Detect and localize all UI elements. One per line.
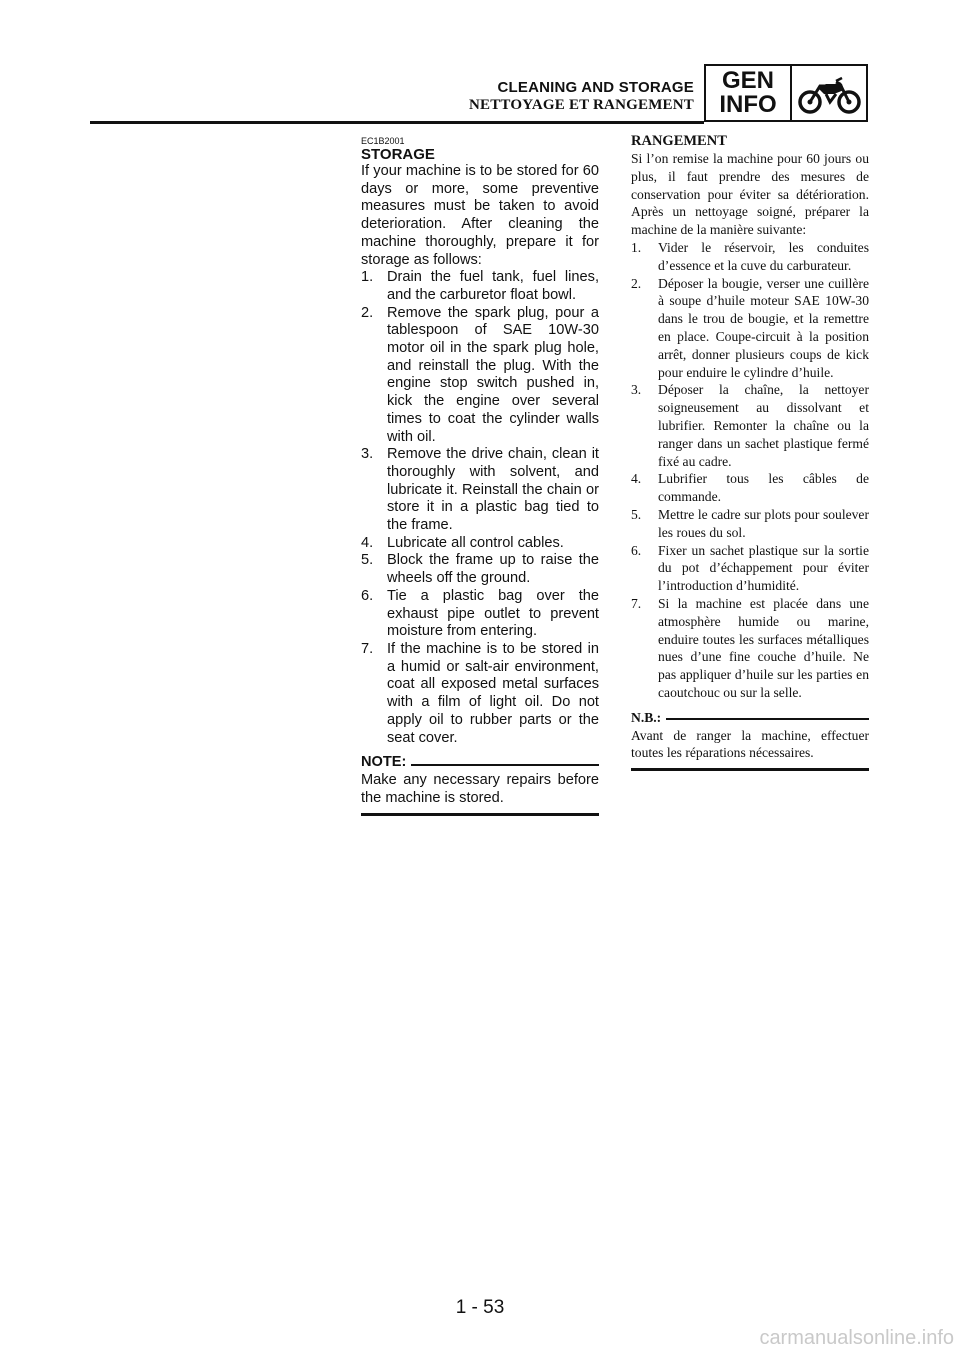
list-item: 2. Remove the spark plug, pour a tablespoon of SAE 10W-30 motor oil in the spark plug hole, and reinstall the plug. With the engine stop switch pushed in, kick the engine over several times to coat the cylinder walls with oil. (361, 304, 599, 445)
section-title-en: CLEANING AND STORAGE (497, 79, 694, 96)
storage-steps-en (361, 269, 599, 747)
list-item: 7. Si la machine est placée dans une atmosphère humide ou marine, enduire toutes les surfaces métalliques nues d’une fine couche d’huile. Ne pas appliquer d’huile sur les parties en caoutchouc ou sur la selle. (631, 595, 869, 700)
list-item: 3. Déposer la chaîne, la nettoyer soigneusement au dissolvant et lubrifier. Remonter la chaîne ou la ranger dans un sachet plastique fermé fixé au cadre. (631, 382, 869, 469)
note-rule (666, 718, 869, 720)
storage-heading: STORAGE (361, 146, 435, 163)
list-item: 5. Block the frame up to raise the wheels off the ground. (361, 552, 599, 587)
storage-intro: If your machine is to be stored for 60 days or more, some preventive measures must be taken to avoid deterioration. After cleaning the machine thoroughly, prepare it for storage as follows: (361, 163, 599, 268)
french-column (631, 133, 869, 771)
list-item: 6. Fixer un sachet plastique sur la sortie du pot d’échappement pour éviter l’introduction d’humidité. (631, 542, 869, 594)
list-item: 2. Déposer la bougie, verser une cuillère à soupe d’huile moteur SAE 10W-30 dans le trou de bougie, et la remettre en place. Coupe-circuit à la position arrêt, donner plusieurs coups de kick pour enduire le cylindre d’huile. (631, 275, 869, 380)
english-column (361, 136, 599, 816)
header-rule (90, 121, 704, 124)
list-item: 4. Lubrifier tous les câbles de commande. (631, 471, 869, 505)
badge-line-2: INFO (719, 91, 777, 118)
list-item: 6. Tie a plastic bag over the exhaust pipe outlet to prevent moisture from entering. (361, 587, 599, 640)
motorcycle-icon (796, 72, 864, 116)
note-rule (411, 764, 599, 766)
list-item: 7. If the machine is to be stored in a humid or salt-air environment, coat all exposed metal surfaces with a film of light oil. Do not apply oil to rubber parts or the seat cover. (361, 640, 599, 746)
gen-info-badge (704, 64, 868, 122)
rangement-intro: Si l’on remise la machine pour 60 jours ou plus, il faut prendre des mesures de conservation pour éviter sa détérioration. Après un nettoyage soigné, préparer la machine de la manière suivante: (631, 151, 869, 238)
badge-label (706, 66, 792, 120)
section-title-fr: NETTOYAGE ET RANGEMENT (468, 97, 694, 113)
note-label: N.B.: (631, 709, 662, 725)
watermark: carmanualsonline.info (759, 1327, 954, 1349)
rangement-heading: RANGEMENT (631, 133, 727, 149)
list-item: 4. Lubricate all control cables. (361, 534, 564, 551)
note-text: Avant de ranger la machine, effectuer toutes les réparations nécessaires. (631, 727, 869, 761)
list-item: 1. Drain the fuel tank, fuel lines, and the carburetor float bowl. (361, 269, 599, 303)
note-label: NOTE: (361, 754, 407, 771)
list-item: 1. Vider le réservoir, les conduites d’essence et la cuve du carburateur. (631, 239, 869, 273)
badge-line-1: GEN (721, 67, 774, 94)
note-end-rule (631, 768, 869, 771)
list-item: 5. Mettre le cadre sur plots pour soulever les roues du sol. (631, 506, 869, 540)
page-number: 1 - 53 (455, 1297, 505, 1318)
note-text: Make any necessary repairs before the machine is stored. (361, 771, 599, 806)
note-box-en (361, 754, 599, 816)
note-end-rule (361, 813, 599, 816)
storage-steps-fr (631, 239, 869, 702)
section-code: EC1B2001 (361, 136, 405, 146)
list-item: 3. Remove the drive chain, clean it thoroughly with solvent, and lubricate it. Reinstall the chain or store it in a plastic bag tied to the frame. (361, 446, 599, 534)
note-box-fr (631, 709, 869, 771)
